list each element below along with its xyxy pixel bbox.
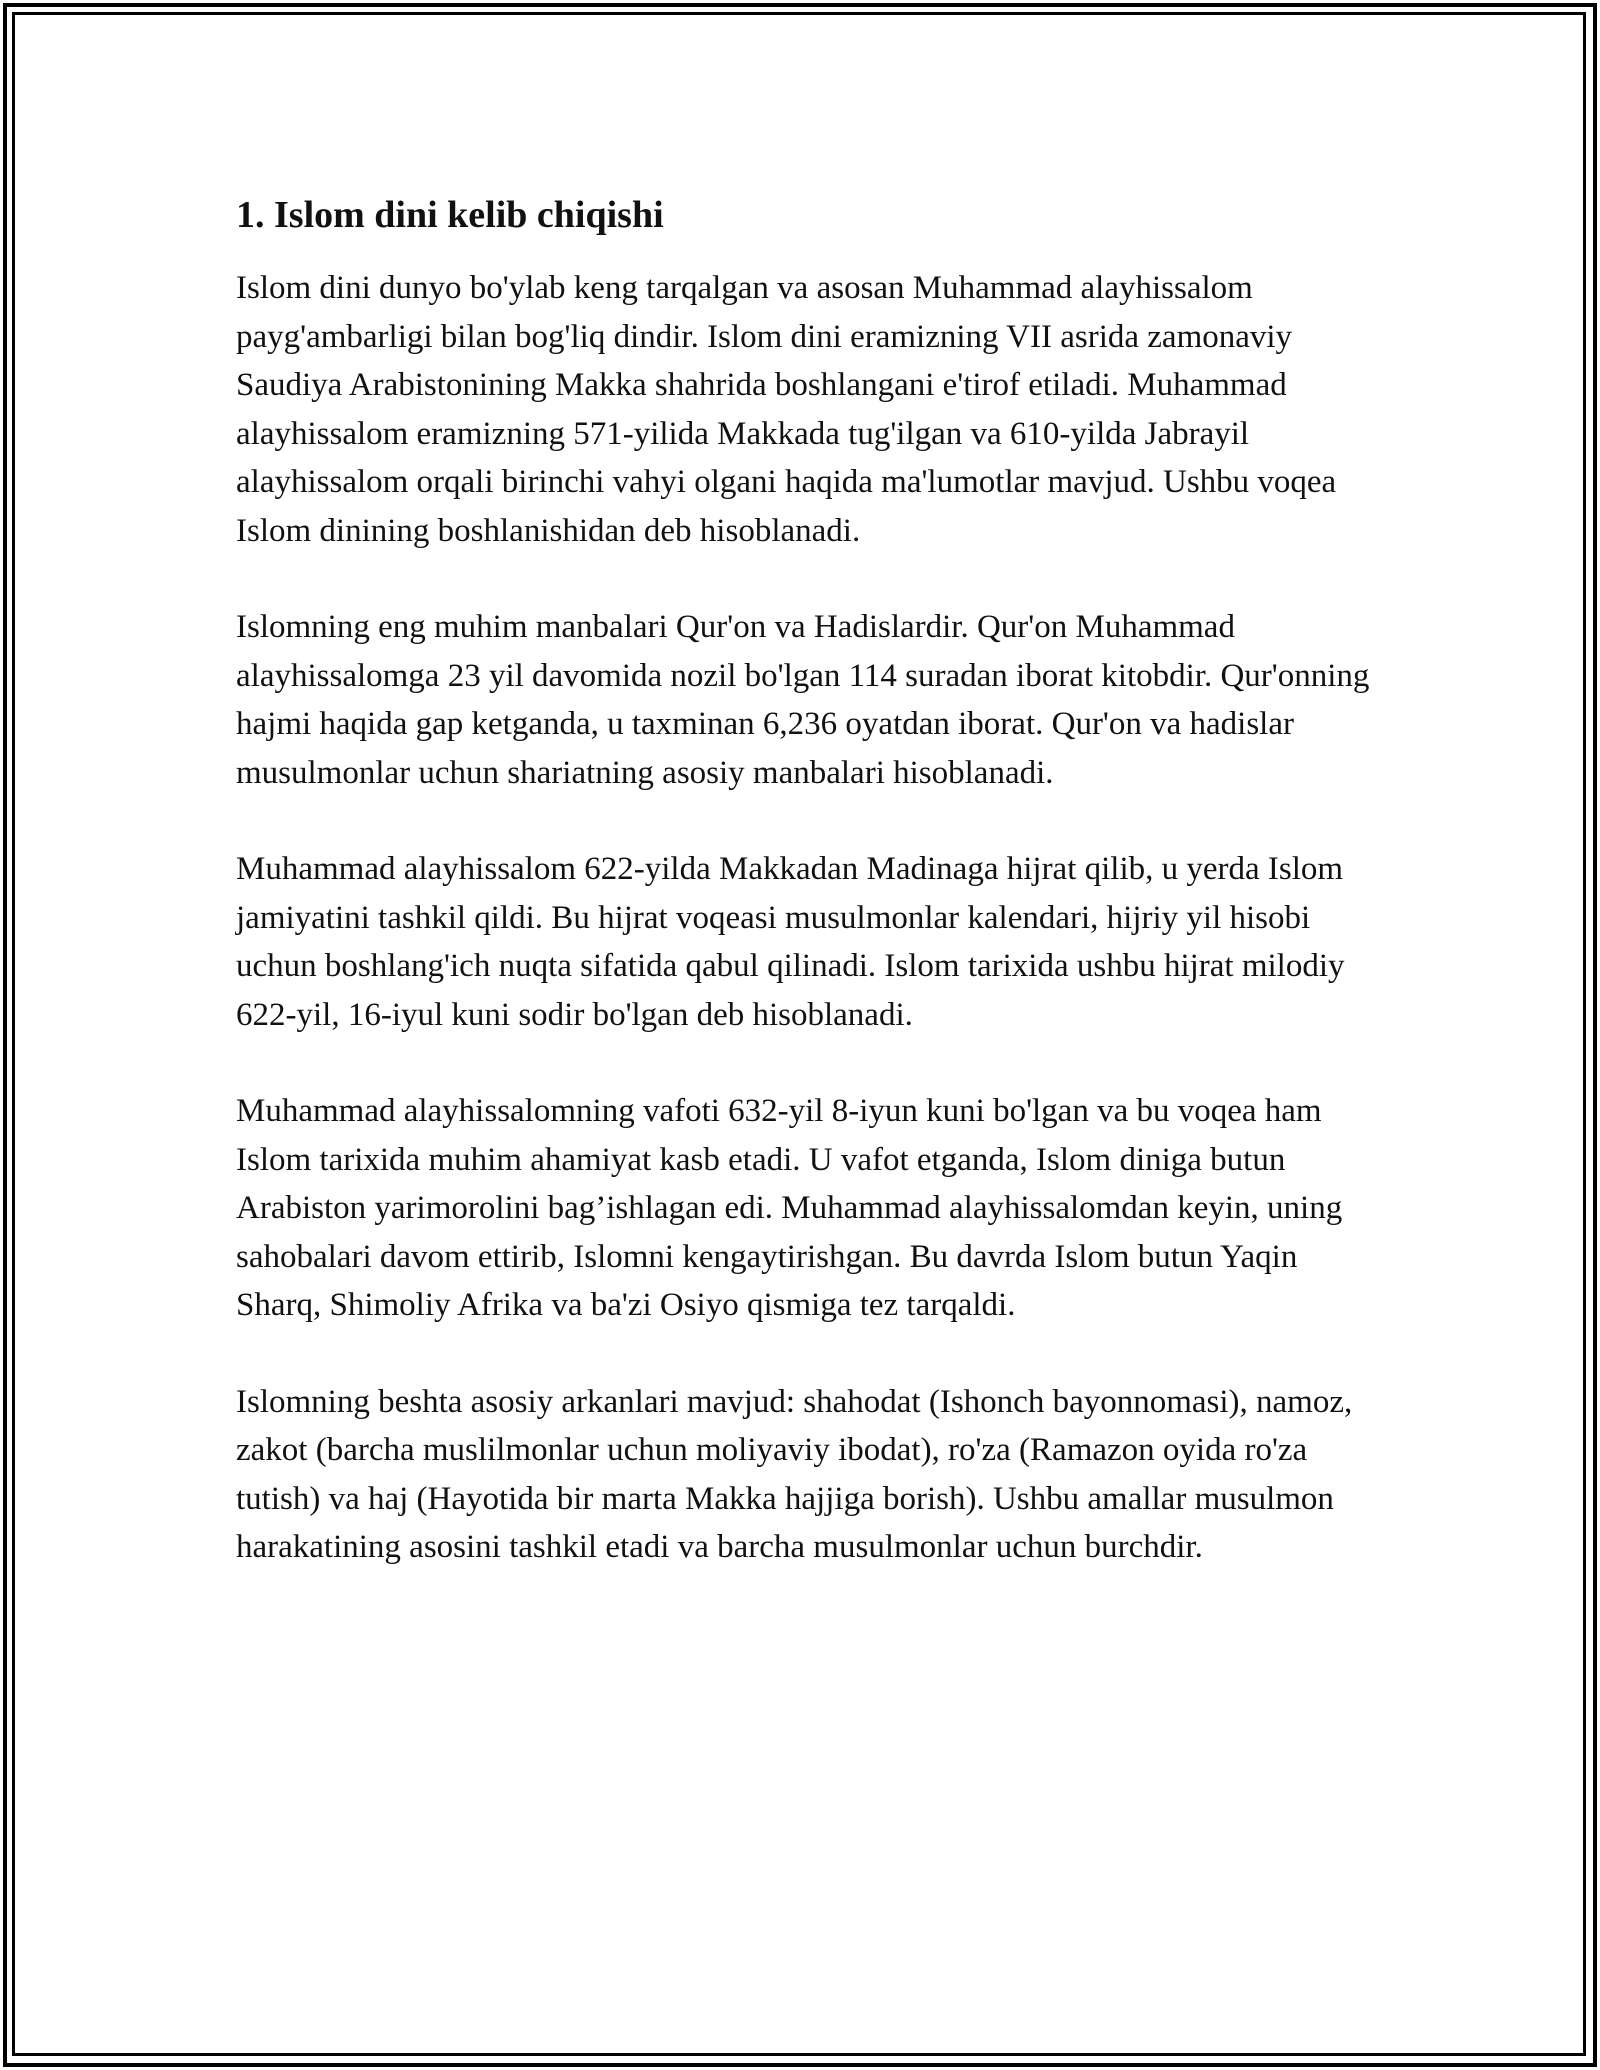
paragraph-hijra: Muhammad alayhissalom 622-yilda Makkadan Madinaga hijrat qilib, u yerda Islom jamiyatini tashkil qildi. Bu hijrat voqeasi musulmonlar kalendari, hijriy yil hisobi uchun boshlang'ich nuqta sifatida qabul qilinadi. Islom tarixida ushbu hijrat milodiy 622-yil, 16-iyul kuni sodir bo'lgan deb hisoblanadi. bbox=[236, 851, 1345, 1033]
section-heading: 1. Islom dini kelib chiqishi bbox=[236, 194, 664, 236]
paragraph-origin: Islom dini dunyo bo'ylab keng tarqalgan va asosan Muhammad alayhissalom payg'ambarligi bilan bog'liq dindir. Islom dini eramizning VII asrida zamonaviy Saudiya Arabistonining Makka shahrida boshlangani e'tirof etiladi. Muhammad alayhissalom eramizning 571-yilida Makkada tug'ilgan va 610-yilda Jabrayil alayhissalom orqali birinchi vahyi olgani haqida ma'lumotlar mavjud. Ushbu voqea Islom dinining boshlanishidan deb hisoblanadi. bbox=[236, 270, 1337, 549]
paragraph-five-pillars: Islomning beshta asosiy arkanlari mavjud: shahodat (Ishonch bayonnomasi), namoz, zakot (barcha muslilmonlar uchun moliyaviy ibodat), ro'za (Ramazon oyida ro'za tutish) va haj (Hayotida bir marta Makka hajjiga borish). Ushbu amallar musulmon harakatining asosini tashkil etadi va barcha musulmonlar uchun burchdir. bbox=[236, 1383, 1353, 1565]
paragraph-death-and-spread: Muhammad alayhissalomning vafoti 632-yil 8-iyun kuni bo'lgan va bu voqea ham Islom tarixida muhim ahamiyat kasb etadi. U vafot etganda, Islom diniga butun Arabiston yarimorolini bag’ishlagan edi. Muhammad alayhissalomdan keyin, uning sahobalari davom ettirib, Islomni kengaytirishgan. Bu davrda Islom butun Yaqin Sharq, Shimoliy Afrika va ba'zi Osiyo qismiga tez tarqaldi. bbox=[236, 1093, 1343, 1323]
paragraph-sources: Islomning eng muhim manbalari Qur'on va Hadislardir. Qur'on Muhammad alayhissalomga 23 yil davomida nozil bo'lgan 114 suradan iborat kitobdir. Qur'onning hajmi haqida gap ketganda, u taxminan 6,236 oyatdan iborat. Qur'on va hadislar musulmonlar uchun shariatning asosiy manbalari hisoblanadi. bbox=[236, 609, 1370, 791]
document-body bbox=[236, 188, 1386, 1620]
